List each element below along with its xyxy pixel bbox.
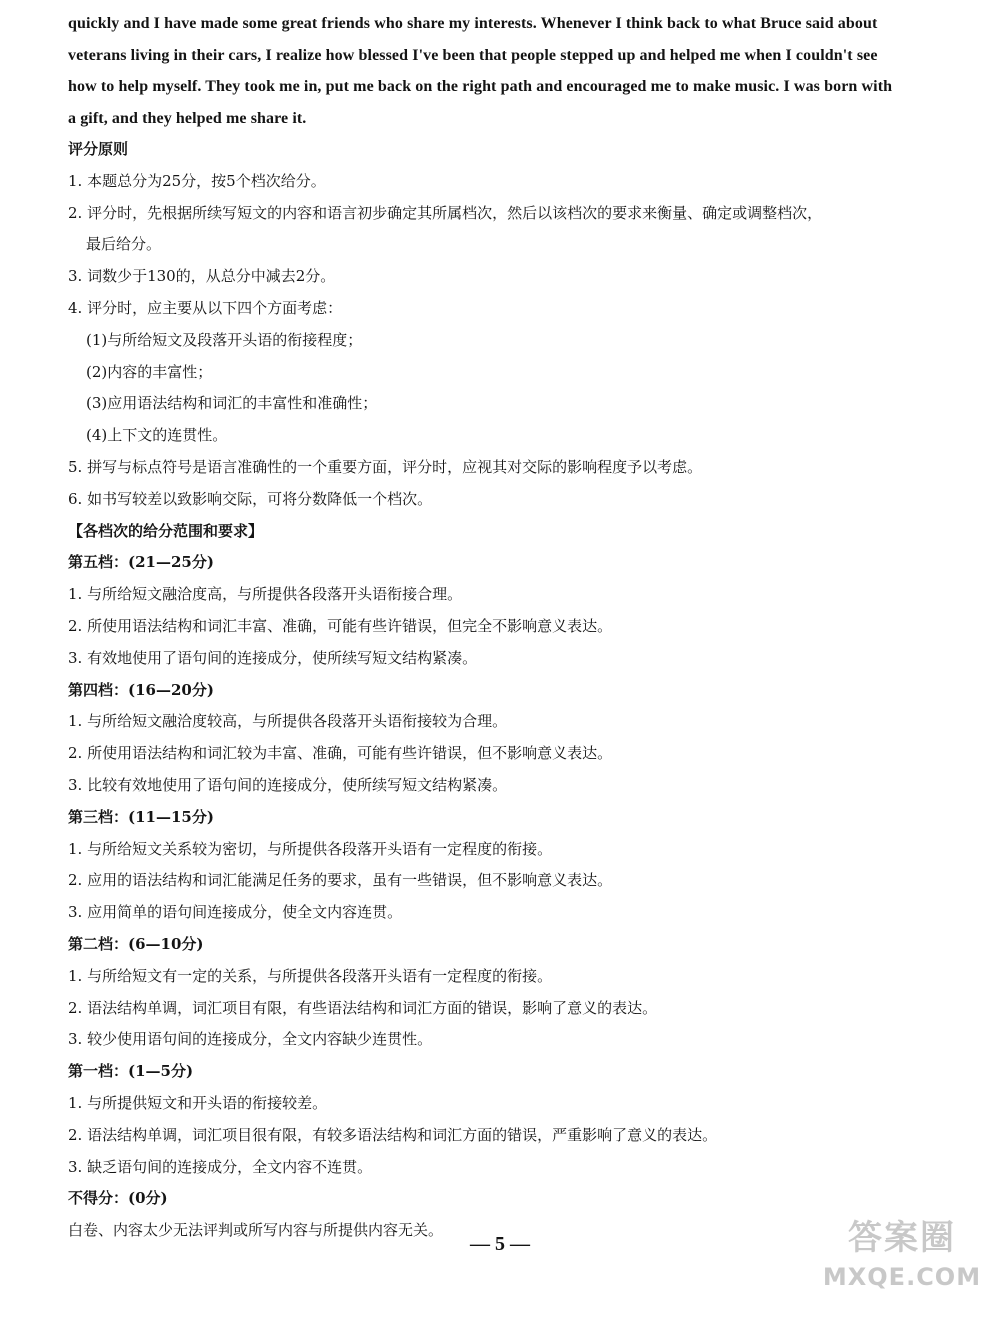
level-item: 3. 较少使用语句间的连接成分，全文内容缺少连贯性。 xyxy=(68,1030,433,1049)
level-item: 2. 语法结构单调，词汇项目有限，有些语法结构和词汇方面的错误，影响了意义的表达。 xyxy=(68,998,658,1017)
level-title: 第五档：(21—25分) xyxy=(68,553,214,572)
level-item: 2. 所使用语法结构和词汇丰富、准确，可能有些许错误，但完全不影响意义表达。 xyxy=(68,616,613,635)
level-item: 白卷、内容太少无法评判或所写内容与所提供内容无关。 xyxy=(68,1221,444,1240)
level-title: 第一档：(1—5分) xyxy=(68,1062,194,1081)
level-item: 1. 与所给短文有一定的关系，与所提供各段落开头语有一定程度的衔接。 xyxy=(68,966,553,985)
watermark-url: MXQE.COM xyxy=(822,1263,982,1291)
level-item: 3. 有效地使用了语句间的连接成分，使所续写短文结构紧凑。 xyxy=(68,648,478,667)
level-item: 3. 应用简单的语句间连接成分，使全文内容连贯。 xyxy=(68,903,403,922)
passage-line: how to help myself. They took me in, put me back on the right path and encouraged me to make music. I was born with xyxy=(68,78,893,95)
level-block-4 xyxy=(68,675,938,802)
level-block-5 xyxy=(68,547,938,674)
level-title: 第三档：(11—15分) xyxy=(68,807,214,826)
principle-item: 3. 词数少于130的，从总分中减去2分。 xyxy=(68,267,336,286)
page-number: — 5 — xyxy=(470,1233,530,1255)
level-title: 第四档：(16—20分) xyxy=(68,680,214,699)
principle-item-continued: 最后给分。 xyxy=(86,235,162,254)
principle-item: 6. 如书写较差以致影响交际，可将分数降低一个档次。 xyxy=(68,489,433,508)
passage-continuation xyxy=(68,8,938,134)
principles-heading: 评分原则 xyxy=(68,140,129,158)
passage-line: a gift, and they helped me share it. xyxy=(68,109,307,127)
level-item: 2. 应用的语法结构和词汇能满足任务的要求，虽有一些错误，但不影响意义表达。 xyxy=(68,871,613,890)
passage-line: veterans living in their cars, I realize how blessed I've been that people stepped up and helped me when I couldn't see xyxy=(68,46,878,64)
principle-item: 4. 评分时，应主要从以下四个方面考虑： xyxy=(68,298,343,317)
level-block-3 xyxy=(68,802,938,929)
level-block-1 xyxy=(68,1056,938,1183)
passage-line: quickly and I have made some great friends who share my interests. Whenever I think back to what Bruce said about xyxy=(68,15,878,32)
watermark xyxy=(812,1216,992,1316)
principle-subitem: (4)上下文的连贯性。 xyxy=(86,426,228,445)
level-item: 1. 与所提供短文和开头语的衔接较差。 xyxy=(68,1093,328,1112)
level-block-2 xyxy=(68,929,938,1056)
principle-subitem: (1)与所给短文及段落开头语的衔接程度； xyxy=(86,330,363,349)
principle-item: 2. 评分时，先根据所续写短文的内容和语言初步确定其所属档次，然后以该档次的要求来衡量、确定或调整档次， xyxy=(68,203,823,222)
level-item: 2. 语法结构单调，词汇项目很有限，有较多语法结构和词汇方面的错误，严重影响了意义的表达。 xyxy=(68,1125,718,1144)
level-item: 1. 与所给短文融洽度高，与所提供各段落开头语衔接合理。 xyxy=(68,585,463,604)
level-item: 3. 缺乏语句间的连接成分，全文内容不连贯。 xyxy=(68,1157,373,1176)
level-item: 3. 比较有效地使用了语句间的连接成分，使所续写短文结构紧凑。 xyxy=(68,775,508,794)
level-item: 1. 与所给短文关系较为密切，与所提供各段落开头语有一定程度的衔接。 xyxy=(68,839,553,858)
levels-heading: 【各档次的给分范围和要求】 xyxy=(68,521,264,540)
watermark-logo: 答案圈 xyxy=(848,1218,956,1258)
principle-item: 5. 拼写与标点符号是语言准确性的一个重要方面，评分时，应视其对交际的影响程度予以考虑。 xyxy=(68,457,703,476)
level-item: 1. 与所给短文融洽度较高，与所提供各段落开头语衔接较为合理。 xyxy=(68,712,508,731)
document-page xyxy=(68,8,938,1247)
level-item: 2. 所使用语法结构和词汇较为丰富、准确，可能有些许错误，但不影响意义表达。 xyxy=(68,744,613,763)
level-title: 第二档：(6—10分) xyxy=(68,934,204,953)
principle-subitem: (3)应用语法结构和词汇的丰富性和准确性； xyxy=(86,394,378,413)
level-title: 不得分：(0分) xyxy=(68,1189,168,1208)
principle-item: 1. 本题总分为25分，按5个档次给分。 xyxy=(68,171,326,190)
principle-subitem: (2)内容的丰富性； xyxy=(86,362,213,381)
